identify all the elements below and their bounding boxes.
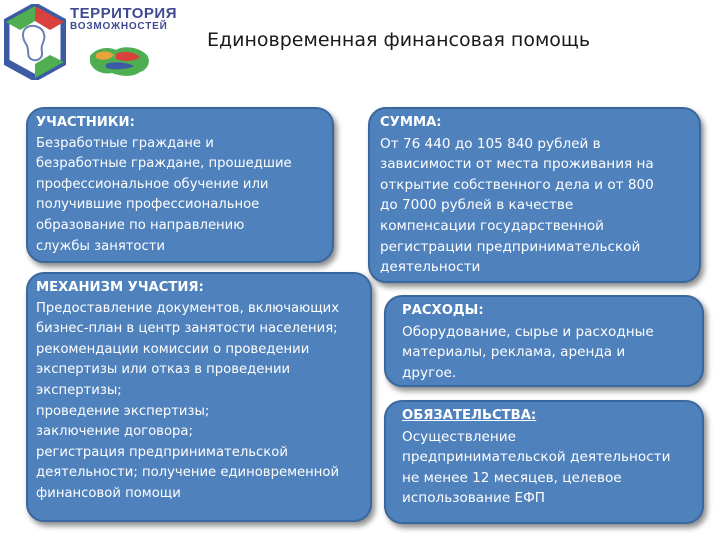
map-emblem-icon	[86, 42, 156, 82]
participants-text: Безработные граждане и безработные граждане, прошедшие профессиональное обучение или получившие профессиональное образование по направлению службы занятости	[36, 135, 292, 254]
mechanism-card	[26, 272, 372, 522]
obligations-card	[384, 400, 704, 524]
territory-logo-icon	[4, 4, 66, 80]
logo-text	[70, 6, 177, 33]
amount-card	[368, 107, 701, 283]
logo	[4, 4, 194, 84]
page-title: Единовременная финансовая помощь	[207, 29, 591, 51]
mechanism-text: Предоставление документов, включающих бизнес-план в центр занятости населения; рекомендации комиссии о проведении экспертизы или отказ в проведении экспертизы; проведение экспертизы; заключение договора; регистрация предпринимательской деятельности; получение единовременной финансовой помощи	[36, 300, 340, 501]
participants-card	[26, 107, 334, 263]
amount-text: От 76 440 до 105 840 рублей в зависимости от места проживания на открытие собственного дела и от 800 до 7000 рублей в качестве компенсации государственной регистрации предпринимательской деятельности	[380, 135, 654, 276]
expenses-heading: РАСХОДЫ:	[402, 303, 484, 318]
logo-line-2: ВОЗМОЖНОСТЕЙ	[70, 21, 168, 32]
logo-line-1: ТЕРРИТОРИЯ	[70, 5, 177, 22]
mechanism-heading: МЕХАНИЗМ УЧАСТИЯ:	[36, 280, 204, 295]
obligations-heading: ОБЯЗАТЕЛЬСТВА:	[402, 408, 537, 423]
obligations-text: Осуществление предпринимательской деятельности не менее 12 месяцев, целевое использование ЕФП	[402, 428, 671, 507]
expenses-card	[384, 295, 704, 387]
participants-heading: УЧАСТНИКИ:	[36, 115, 135, 130]
amount-heading: СУММА:	[380, 115, 442, 130]
expenses-text: Оборудование, сырье и расходные материалы, реклама, аренда и другое.	[402, 323, 654, 381]
